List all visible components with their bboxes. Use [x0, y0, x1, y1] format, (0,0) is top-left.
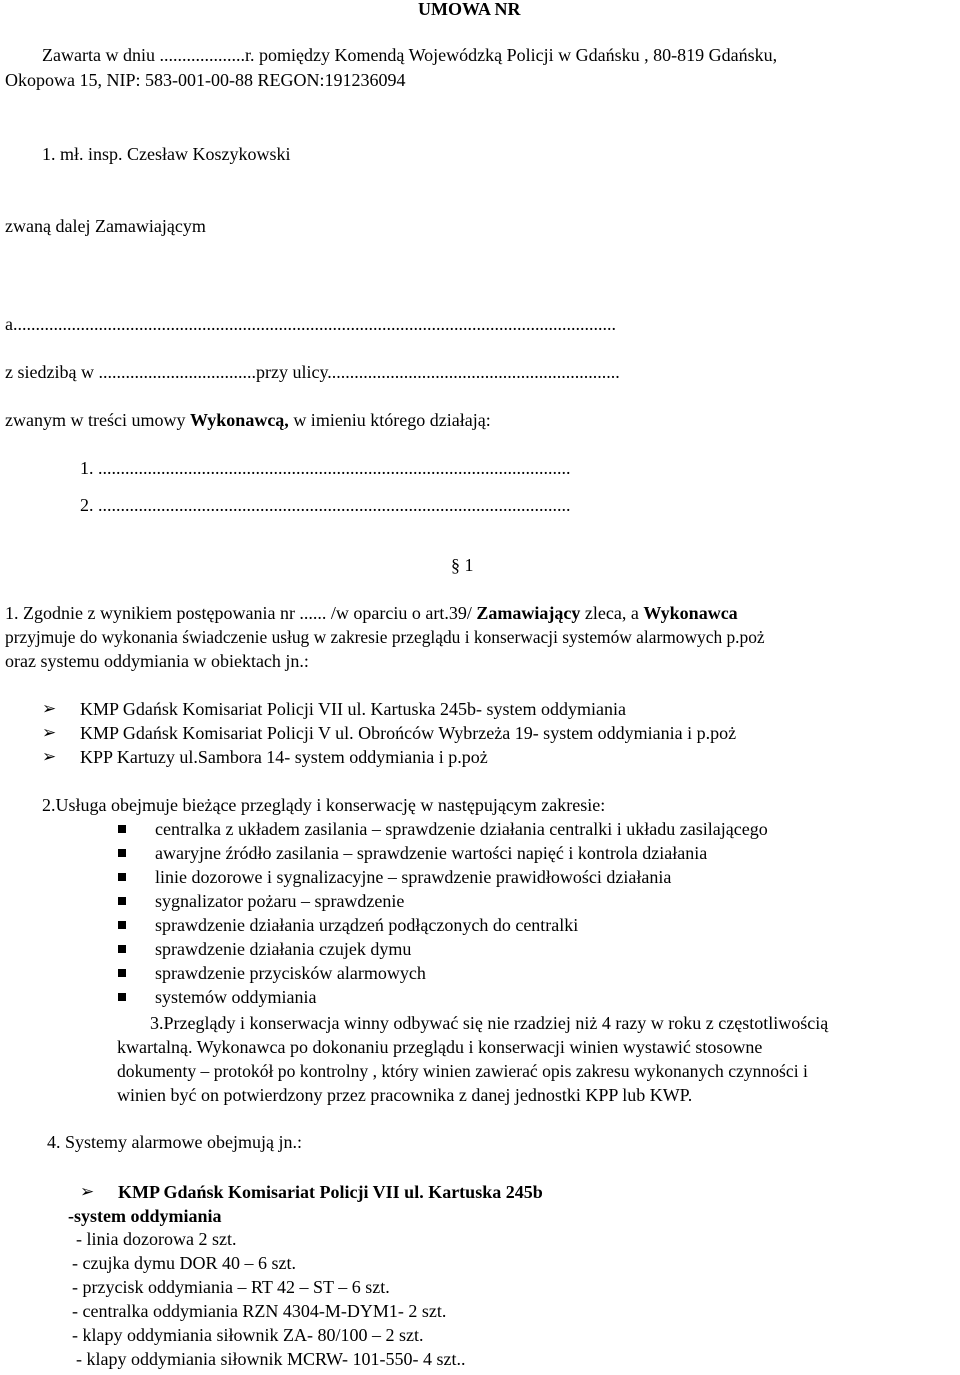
arrow-bullet-icon: ➢	[42, 699, 57, 718]
system-site: KMP Gdańsk Komisariat Policji VII ul. Kartuska 245b	[118, 1182, 543, 1202]
site-item: KMP Gdańsk Komisariat Policji V ul. Obrońców Wybrzeża 19- system oddymiania i p.poż	[80, 723, 737, 743]
clause3-line-4: winien być on potwierdzony przez pracownika z danej jednostki KPP lub KWP.	[117, 1085, 693, 1105]
scope-item: sprawdzenie działania czujek dymu	[155, 939, 412, 959]
scope-item: linie dozorowe i sygnalizacyjne – sprawdzenie prawidłowości działania	[155, 867, 672, 887]
arrow-bullet-icon: ➢	[42, 747, 57, 766]
scope-item: awaryjne źródło zasilania – sprawdzenie wartości napięć i kontrola działania	[155, 843, 708, 863]
contractor-person-2: 2. .........................................................................................................	[80, 495, 571, 515]
scope-item: sprawdzenie przycisków alarmowych	[155, 963, 426, 983]
site-item: KPP Kartuzy ul.Sambora 14- system oddymiania i p.poż	[80, 747, 488, 767]
square-bullet-icon	[118, 969, 126, 977]
equipment-item: - centralka oddymiania RZN 4304-M-DYM1- 2 szt.	[72, 1301, 447, 1321]
arrow-bullet-icon: ➢	[42, 723, 57, 742]
wykonawca-bold: Wykonawcą,	[189, 410, 289, 430]
contractor-named-prefix: zwanym w treści umowy	[5, 410, 190, 430]
square-bullet-icon	[118, 873, 126, 881]
clause1-prefix: 1. Zgodnie z wynikiem postępowania nr ...... /w oparciu o art.39/	[5, 603, 477, 623]
clause3-line-2: kwartalną. Wykonawca po dokonaniu przeglądu i konserwacji winien wystawić stosowne	[117, 1037, 763, 1057]
clause1-line-3: oraz systemu oddymiania w obiektach jn.:	[5, 651, 309, 671]
contractor-person-1: 1. .........................................................................................................	[80, 458, 571, 478]
square-bullet-icon	[118, 849, 126, 857]
equipment-item: - przycisk oddymiania – RT 42 – ST – 6 szt.	[72, 1277, 390, 1297]
clause1-mid: zleca, a	[580, 603, 644, 623]
scope-item: centralka z układem zasilania – sprawdzenie działania centralki i układu zasilającego	[155, 819, 768, 839]
zamawiajacy-bold: Zamawiający	[476, 603, 581, 623]
square-bullet-icon	[118, 921, 126, 929]
scope-item: sygnalizator pożaru – sprawdzenie	[155, 891, 405, 911]
equipment-item: - klapy oddymiania siłownik MCRW- 101-550- 4 szt..	[76, 1349, 466, 1369]
square-bullet-icon	[118, 993, 126, 1001]
scope-item: sprawdzenie działania urządzeń podłączonych do centralki	[155, 915, 579, 935]
contractor-line-a: a......................................................................................................................................	[5, 314, 616, 334]
square-bullet-icon	[118, 945, 126, 953]
representative-line: 1. mł. insp. Czesław Koszykowski	[42, 144, 291, 164]
square-bullet-icon	[118, 897, 126, 905]
intro-line-2: Okopowa 15, NIP: 583-001-00-88 REGON:191236094	[5, 70, 406, 90]
square-bullet-icon	[118, 825, 126, 833]
scope-item: systemów oddymiania	[155, 987, 317, 1007]
intro-line-1: Zawarta w dniu ...................r. pomiędzy Komendą Wojewódzką Policji w Gdańsku , 80-819 Gdańsku,	[42, 45, 778, 65]
site-item: KMP Gdańsk Komisariat Policji VII ul. Kartuska 245b- system oddymiania	[80, 699, 626, 719]
equipment-item: - czujka dymu DOR 40 – 6 szt.	[72, 1253, 296, 1273]
clause4-intro: 4. Systemy alarmowe obejmują jn.:	[47, 1132, 302, 1152]
document-title: UMOWA NR	[418, 0, 521, 19]
clause3-line-1: 3.Przeglądy i konserwacja winny odbywać się nie rzadziej niż 4 razy w roku z częstotliwością	[150, 1013, 829, 1033]
contractor-seat-line: z siedzibą w ...................................przy ulicy.................................................................	[5, 362, 620, 382]
contractor-named-line	[5, 409, 491, 431]
clause3-line-3: dokumenty – protokół po kontrolny , który winien zawierać opis zakresu wykonanych czynności i	[117, 1061, 808, 1081]
section-symbol: § 1	[451, 555, 474, 575]
wykonawca-bold-2: Wykonawca	[643, 603, 738, 623]
arrow-bullet-icon: ➢	[80, 1182, 95, 1201]
system-type: -system oddymiania	[68, 1206, 222, 1226]
clause1-line-2: przyjmuje do wykonania świadczenie usług w zakresie przeglądu i konserwacji systemów alarmowych p.poż	[5, 627, 765, 647]
clause1-line-1	[5, 602, 738, 624]
zamawiajacy-label: zwaną dalej Zamawiającym	[5, 216, 206, 236]
clause2-intro: 2.Usługa obejmuje bieżące przeglądy i konserwację w następującym zakresie:	[42, 795, 606, 815]
equipment-item: - klapy oddymiania siłownik ZA- 80/100 – 2 szt.	[72, 1325, 424, 1345]
equipment-item: - linia dozorowa 2 szt.	[76, 1229, 237, 1249]
contractor-named-suffix: w imieniu którego działają:	[288, 410, 491, 430]
